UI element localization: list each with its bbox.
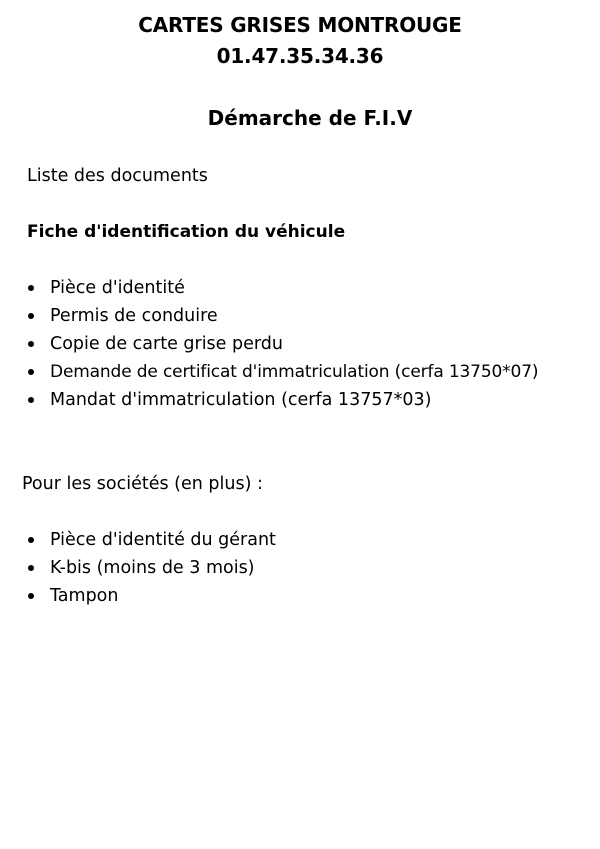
list-item: Demande de certificat d'immatriculation (cerfa 13750*07) [26,358,538,386]
list-item: Pièce d'identité du gérant [26,526,276,554]
company-documents-list [26,526,276,610]
bullet-icon [28,341,34,347]
section-heading: Fiche d'identification du véhicule [27,222,346,242]
list-item: K-bis (moins de 3 mois) [26,554,276,582]
bullet-icon [28,537,34,543]
documents-intro: Liste des documents [27,166,208,186]
phone-number: 01.47.35.34.36 [216,44,384,68]
list-item: Mandat d'immatriculation (cerfa 13757*03) [26,386,538,414]
companies-intro: Pour les sociétés (en plus) : [22,474,263,494]
list-item: Tampon [26,582,276,610]
list-item: Permis de conduire [26,302,538,330]
bullet-icon [28,369,34,375]
list-item: Pièce d'identité [26,274,538,302]
bullet-icon [28,397,34,403]
bullet-icon [28,313,34,319]
required-documents-list [26,274,538,414]
business-name: CARTES GRISES MONTROUGE [138,13,462,37]
list-item: Copie de carte grise perdu [26,330,538,358]
bullet-icon [28,285,34,291]
bullet-icon [28,593,34,599]
bullet-icon [28,565,34,571]
procedure-title: Démarche de F.I.V [207,106,413,130]
page-header [0,10,600,72]
